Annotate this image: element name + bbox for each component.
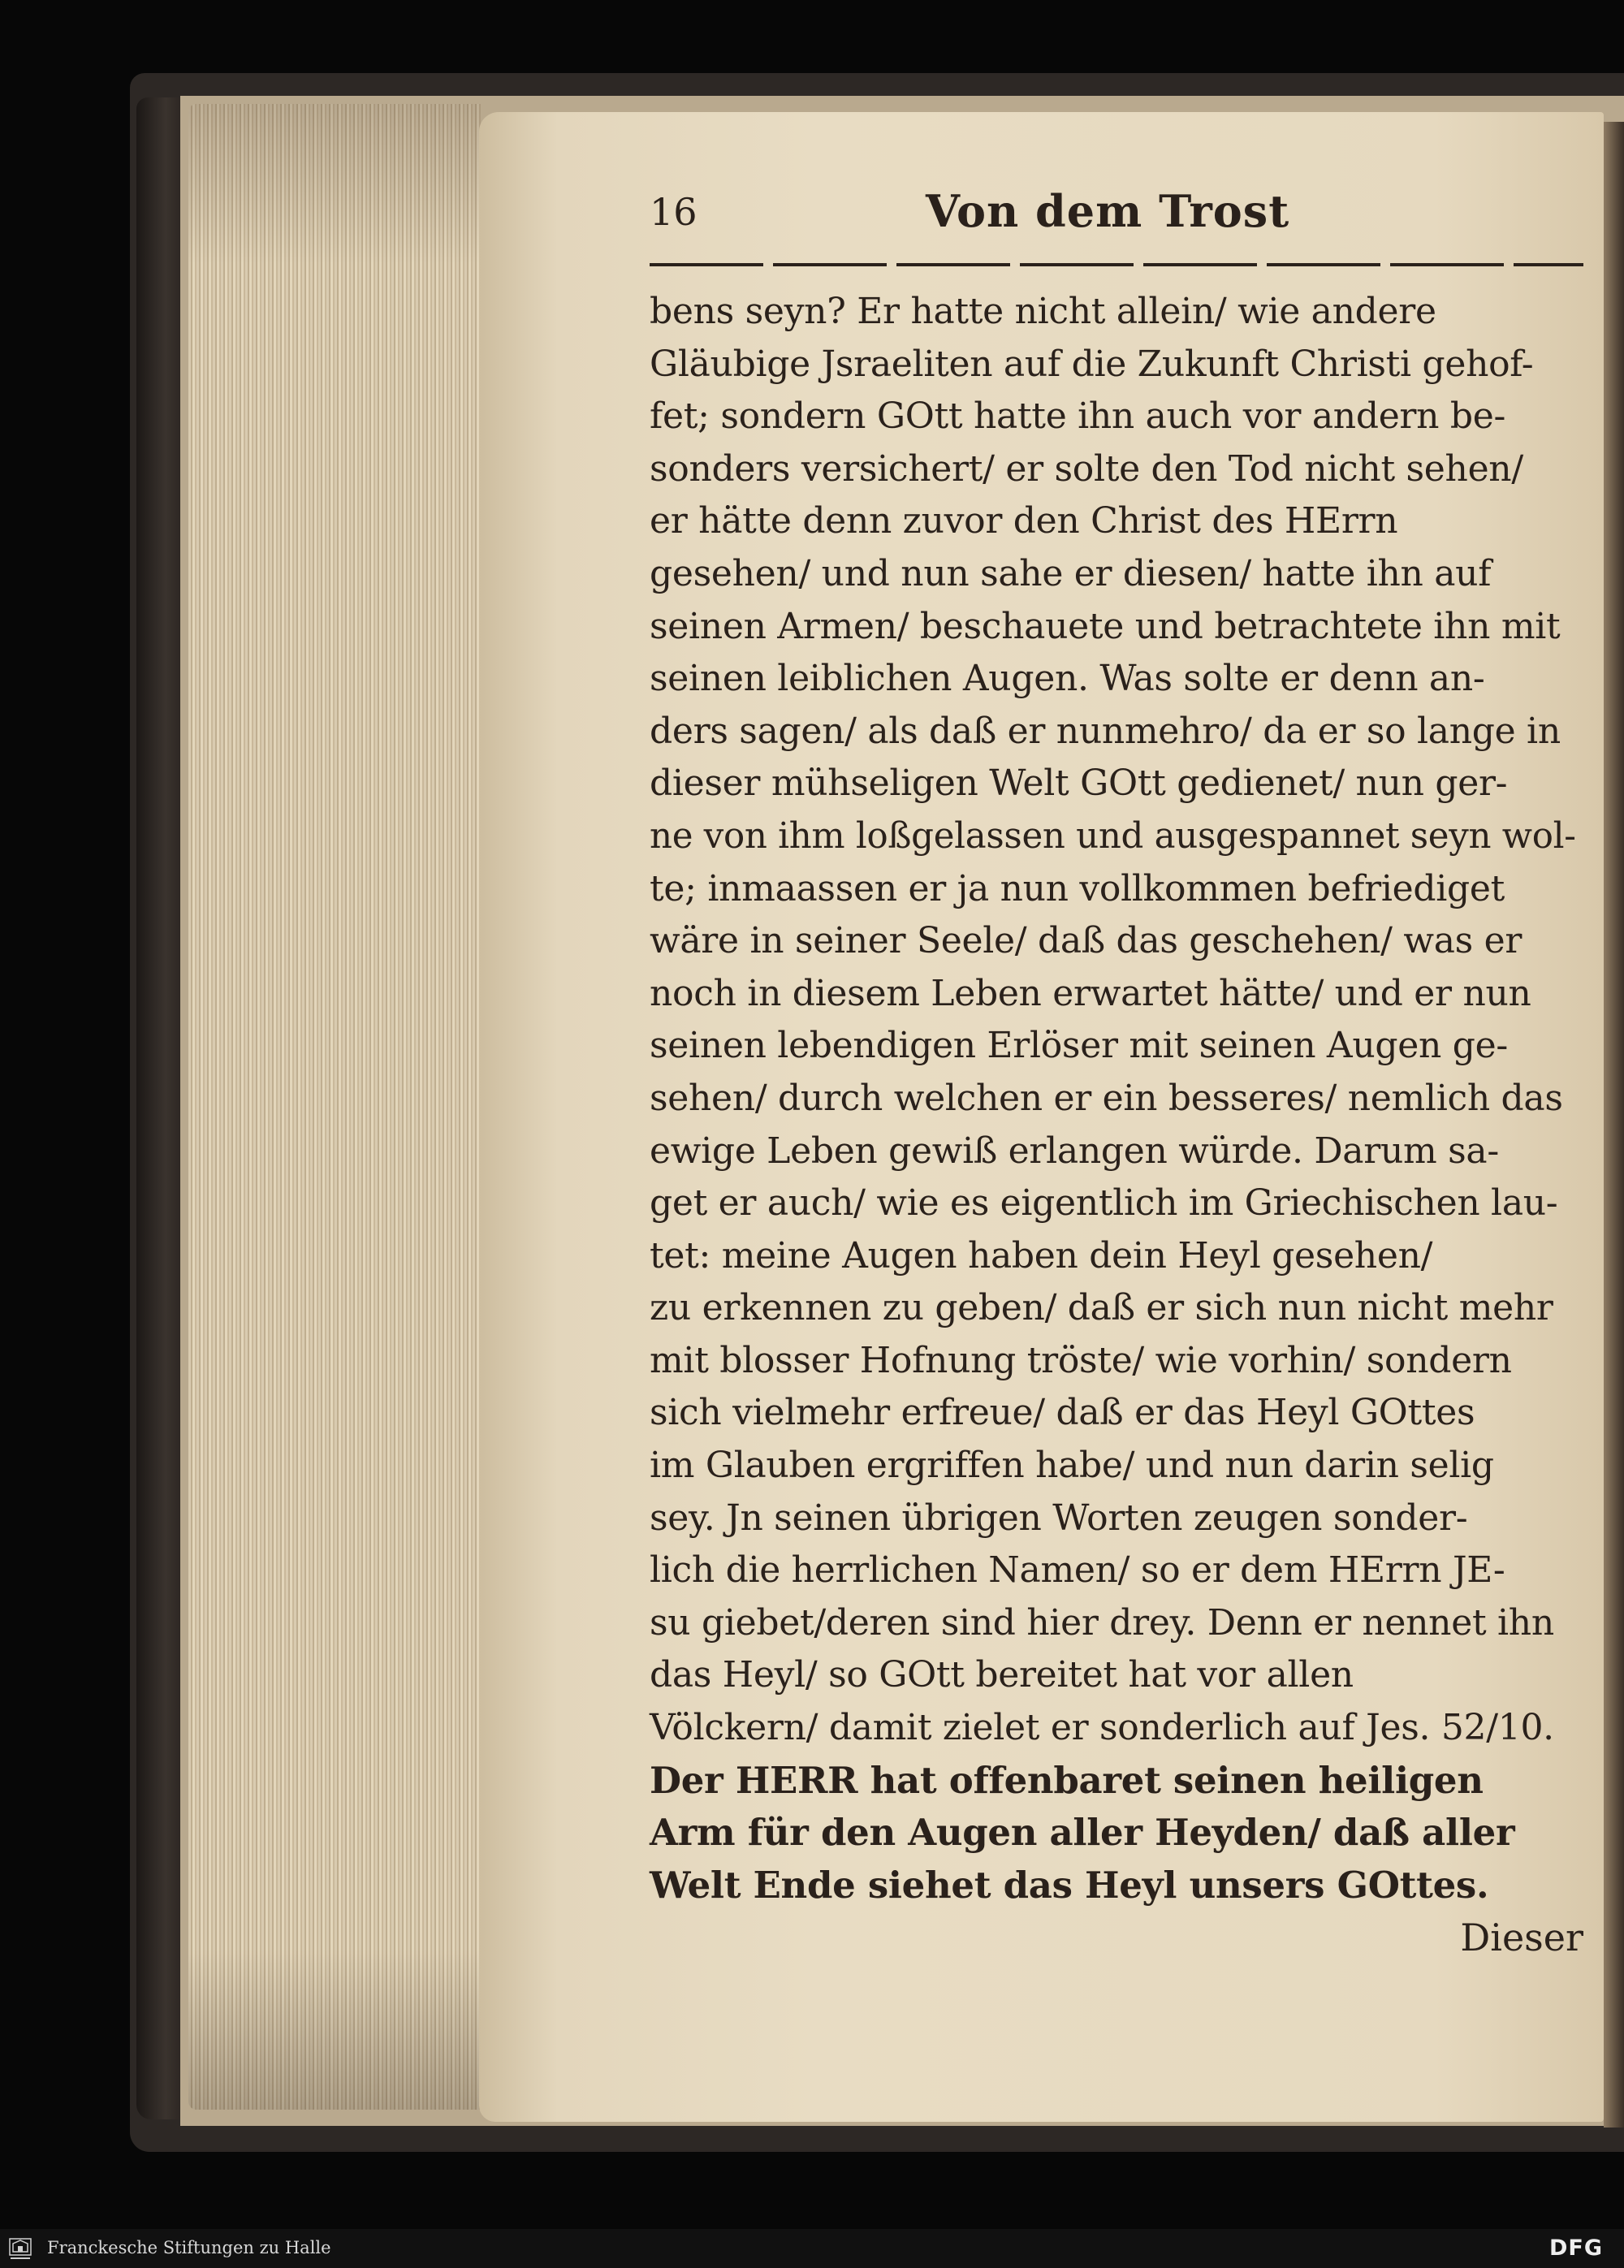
- text-line: lich die herrlichen Namen/ so er dem HErrn JE-: [650, 1549, 1505, 1592]
- text-line: seinen Armen/ beschauete und betrachtete ihn mit: [650, 605, 1561, 647]
- text-line: Arm für den Augen aller Heyden/ daß aller: [650, 1811, 1515, 1855]
- text-line: im Glauben ergriffen habe/ und nun darin selig: [650, 1445, 1494, 1487]
- cover-spine-edge: [136, 97, 185, 2119]
- running-head: Von dem Trost: [926, 185, 1290, 237]
- text-line: zu erkennen zu geben/ daß er sich nun nicht mehr: [650, 1287, 1553, 1329]
- text-line: ewige Leben gewiß erlangen würde. Darum sa-: [650, 1130, 1499, 1172]
- text-line: noch in diesem Leben erwartet hätte/ und er nun: [650, 972, 1531, 1014]
- text-line: Gläubige Jsraeliten auf die Zukunft Christi gehof-: [650, 343, 1534, 385]
- text-line: Völckern/ damit zielet er sonderlich auf Jes. 52/10.: [650, 1707, 1554, 1749]
- text-line: gesehen/ und nun sahe er diesen/ hatte ihn auf: [650, 552, 1492, 594]
- viewer-footer: [0, 2229, 1624, 2268]
- text-line: tet: meine Augen haben dein Heyl gesehen/: [650, 1234, 1433, 1277]
- text-line: sonders versichert/ er solte den Tod nicht sehen/: [650, 447, 1523, 490]
- text-line: sich vielmehr erfreue/ daß er das Heyl GOttes: [650, 1392, 1475, 1434]
- text-line: Der HERR hat offenbaret seinen heiligen: [650, 1758, 1484, 1802]
- text-line: ne von ihm loßgelassen und ausgespannet seyn wol-: [650, 815, 1576, 857]
- page-number: 16: [650, 190, 698, 234]
- text-line: das Heyl/ so GOtt bereitet hat vor allen: [650, 1654, 1354, 1696]
- page-edge-shading: [188, 104, 481, 2110]
- body-text: [650, 286, 1583, 1963]
- text-line: bens seyn? Er hatte nicht allein/ wie andere: [650, 291, 1436, 332]
- text-line: seinen leiblichen Augen. Was solte er denn an-: [650, 658, 1485, 700]
- dfg-logo: DFG: [1548, 2236, 1603, 2261]
- text-line: ders sagen/ als daß er nunmehro/ da er so lange in: [650, 710, 1561, 752]
- text-line: Welt Ende siehet das Heyl unsers GOttes.: [650, 1863, 1489, 1907]
- text-line: seinen lebendigen Erlöser mit seinen Augen ge-: [650, 1025, 1508, 1067]
- page-text-block: [650, 185, 1583, 1960]
- franckesche-stiftungen-logo-icon: [8, 2236, 32, 2262]
- header-rule: [650, 263, 1583, 266]
- text-line: get er auch/ wie es eigentlich im Griechischen lau-: [650, 1182, 1558, 1225]
- book-gutter: [1604, 122, 1624, 2128]
- text-line: wäre in seiner Seele/ daß das geschehen/ was er: [650, 920, 1522, 962]
- text-line: sey. Jn seinen übrigen Worten zeugen sonder-: [650, 1497, 1468, 1539]
- institution-name: Franckesche Stiftungen zu Halle: [47, 2238, 331, 2257]
- text-line: dieser mühseligen Welt GOtt gedienet/ nun ger-: [650, 762, 1508, 805]
- page-header: [650, 185, 1583, 250]
- catchword: Dieser: [1460, 1916, 1583, 1960]
- text-line: fet; sondern GOtt hatte ihn auch vor andern be-: [650, 395, 1506, 438]
- text-line: te; inmaassen er ja nun vollkommen befriediget: [650, 867, 1505, 909]
- text-line: su giebet/deren sind hier drey. Denn er nennet ihn: [650, 1601, 1554, 1644]
- text-line: sehen/ durch welchen er ein besseres/ nemlich das: [650, 1077, 1563, 1119]
- text-line: er hätte denn zuvor den Christ des HErrn: [650, 500, 1398, 542]
- text-line: mit blosser Hofnung tröste/ wie vorhin/ sondern: [650, 1339, 1512, 1381]
